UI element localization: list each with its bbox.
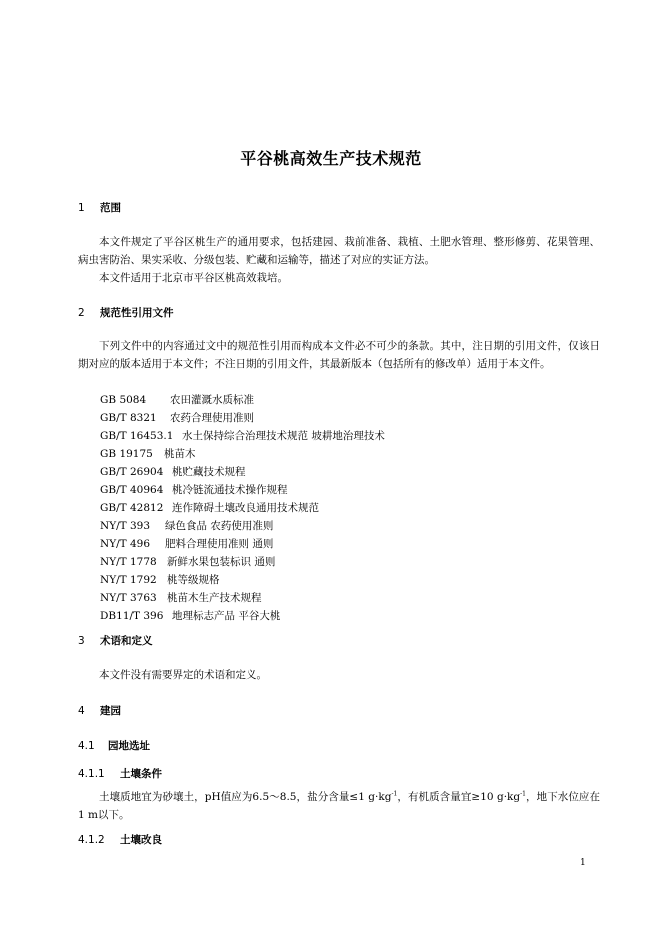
section-3-heading — [78, 633, 153, 648]
list-item: NY/T 3763 桃苗木生产技术规程 — [100, 592, 262, 604]
list-item: GB/T 42812 连作障碍土壤改良通用技术规范 — [100, 502, 319, 514]
section-number: 4.1.2 — [78, 834, 105, 846]
subsection-4-1-2-heading — [78, 832, 162, 847]
section-title: 园地选址 — [108, 740, 150, 752]
list-item: GB/T 8321 农药合理使用准则 — [100, 412, 254, 424]
section-4-heading — [78, 703, 121, 718]
list-item: GB/T 16453.1 水土保持综合治理技术规范 坡耕地治理技术 — [100, 430, 385, 442]
list-item: GB/T 26904 桃贮藏技术规程 — [100, 466, 246, 478]
section-3-paragraph-1: 本文件没有需要界定的术语和定义。 — [99, 669, 267, 681]
section-number: 4.1.1 — [78, 768, 105, 780]
section-number: 3 — [78, 635, 85, 647]
subsection-4-1-1-paragraph: 土壤质地宜为砂壤土，pH值应为6.5～8.5，盐分含量≤1 $g\cdot kg^{-1}$，有机质含量宜≥10 $g\cdot kg^{-1}$，地下水位应在1 m以下。 — [78, 790, 601, 821]
section-1-paragraph-2: 本文件适用于北京市平谷区桃高效栽培。 — [99, 272, 288, 284]
section-2-paragraph-1: 下列文件中的内容通过文中的规范性引用而构成本文件必不可少的条款。其中，注日期的引用文件，仅该日期对应的版本适用于本文件；不注日期的引用文件，其最新版本（包括所有的修改单）适用于本文件。 — [78, 340, 600, 370]
section-1-paragraph-1: 本文件规定了平谷区桃生产的通用要求，包括建园、栽前准备、栽植、土肥水管理、整形修剪、花果管理、病虫害防治、果实采收、分级包装、贮藏和运输等，描述了对应的实证方法。 — [78, 236, 600, 266]
section-title: 土壤条件 — [120, 768, 162, 780]
section-title: 土壤改良 — [120, 834, 162, 846]
list-item: GB 5084 农田灌溉水质标准 — [100, 394, 254, 406]
list-item: NY/T 1792 桃等级规格 — [100, 574, 220, 586]
list-item: NY/T 496 肥料合理使用准则 通则 — [100, 538, 274, 550]
list-item: GB 19175 桃苗木 — [100, 448, 196, 460]
section-number: 4 — [78, 705, 85, 717]
section-title: 术语和定义 — [100, 635, 153, 647]
list-item: NY/T 393 绿色食品 农药使用准则 — [100, 520, 274, 532]
section-title: 规范性引用文件 — [100, 307, 174, 319]
subsection-4-1-1-heading — [78, 766, 162, 781]
section-number: 1 — [78, 202, 85, 214]
section-title: 范围 — [100, 202, 121, 214]
list-item: DB11/T 396 地理标志产品 平谷大桃 — [100, 610, 281, 622]
section-number: 4.1 — [78, 740, 95, 752]
page-number: 1 — [580, 858, 586, 868]
list-item: GB/T 40964 桃冷链流通技术操作规程 — [100, 484, 288, 496]
section-2-heading — [78, 305, 174, 320]
subsection-4-1-heading — [78, 738, 150, 753]
section-title: 建园 — [100, 705, 121, 717]
section-1-heading — [78, 200, 121, 215]
section-number: 2 — [78, 307, 85, 319]
list-item: NY/T 1778 新鲜水果包装标识 通则 — [100, 556, 276, 568]
document-title: 平谷桃高效生产技术规范 — [240, 149, 422, 168]
